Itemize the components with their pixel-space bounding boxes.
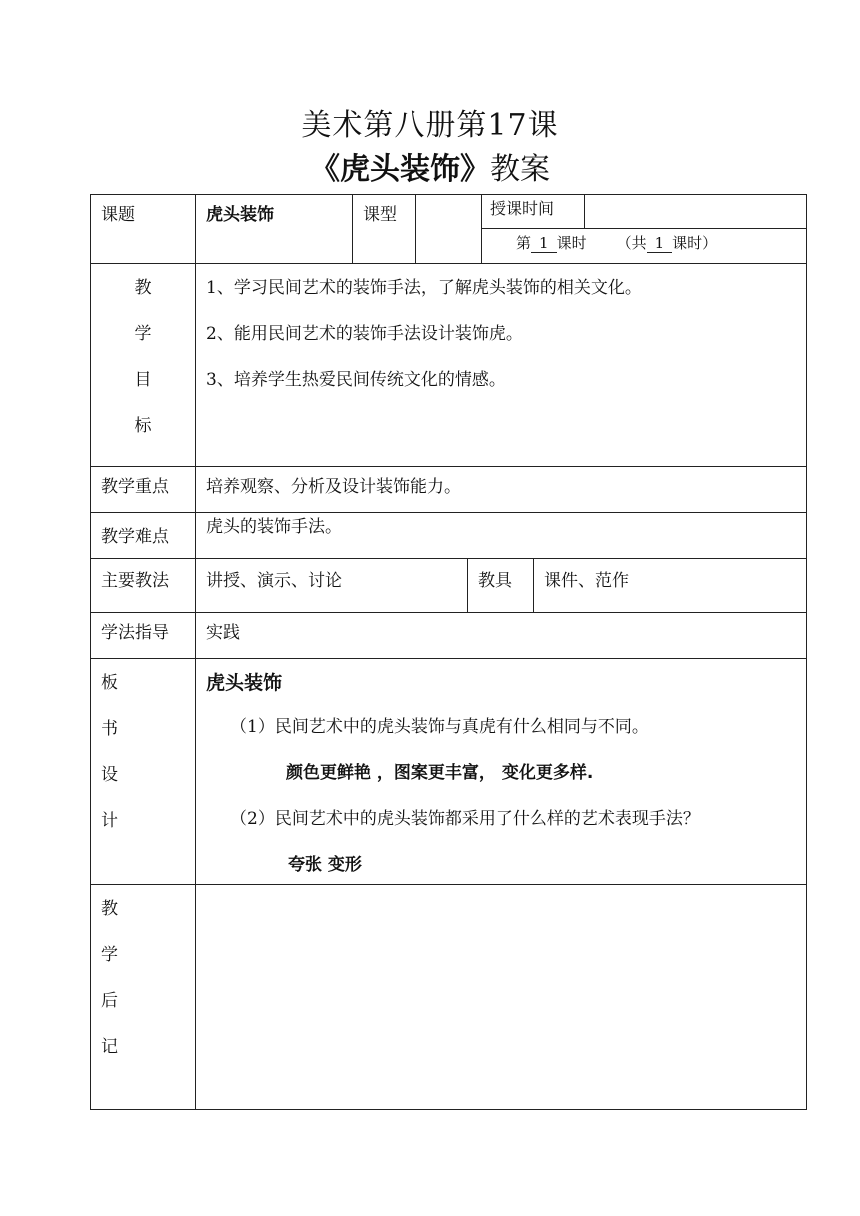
objectives-label-char: 教 [134, 278, 152, 298]
board-label-char: 板 [101, 673, 118, 693]
postscript-label-char: 教 [101, 899, 118, 919]
difficulty-cell [195, 512, 807, 559]
difficulty-value: 虎头的装饰手法。 [206, 517, 342, 537]
period-number: 1 [531, 234, 557, 253]
type-label-cell [352, 194, 416, 264]
total-prefix: （共 [616, 234, 647, 252]
board-question-1: （1）民间艺术中的虎头装饰与真虎有什么相同与不同。 [230, 717, 649, 737]
objective-item: 3、培养学生热爱民间传统文化的情感。 [206, 370, 506, 390]
study-guide-label: 学法指导 [101, 623, 169, 643]
study-guide-cell [195, 612, 807, 659]
objective-item: 2、能用民间艺术的装饰手法设计装饰虎。 [206, 324, 523, 344]
objectives-cell [195, 263, 807, 467]
methods-label-cell [90, 558, 196, 613]
objectives-label-char: 标 [134, 416, 152, 436]
key-point-label: 教学重点 [101, 477, 169, 497]
difficulty-label: 教学难点 [101, 527, 169, 547]
topic-value-cell [195, 194, 353, 264]
period-prefix: 第 [516, 234, 532, 252]
board-answer-1: 颜色更鲜艳 ，图案更丰富， 变化更多样. [286, 763, 594, 783]
board-cell [195, 658, 807, 885]
tools-label-cell [467, 558, 534, 613]
topic-label-cell [90, 194, 196, 264]
tools-label: 教具 [478, 571, 512, 591]
time-label: 授课时间 [490, 199, 555, 218]
lesson-name: 《虎头装饰》 [310, 152, 490, 187]
board-heading: 虎头装饰 [206, 672, 283, 694]
document-title-line1: 美术第八册第17课 [301, 108, 559, 143]
total-number: 1 [647, 234, 673, 253]
board-question-2: （2）民间艺术中的虎头装饰都采用了什么样的艺术表现手法？ [230, 809, 700, 829]
postscript-cell [195, 884, 807, 1110]
document-title-line2 [0, 150, 860, 190]
postscript-label-cell [90, 884, 196, 1110]
objectives-label-char: 目 [134, 370, 152, 390]
type-label: 课型 [363, 205, 397, 225]
postscript-label-char: 学 [101, 945, 118, 965]
methods-label: 主要教法 [101, 571, 169, 591]
period-cell [481, 228, 807, 264]
topic-label: 课题 [101, 205, 135, 225]
time-label-cell [481, 194, 585, 229]
postscript-label-char: 后 [101, 991, 118, 1011]
key-point-label-cell [90, 466, 196, 513]
difficulty-label-cell [90, 512, 196, 559]
key-point-cell [195, 466, 807, 513]
objectives-label-cell [90, 263, 196, 467]
objectives-label-char: 学 [134, 324, 152, 344]
study-guide-label-cell [90, 612, 196, 659]
key-point-value: 培养观察、分析及设计装饰能力。 [206, 477, 461, 497]
title-suffix: 教案 [490, 152, 550, 187]
type-value-cell [415, 194, 482, 264]
board-answer-2: 夸张 变形 [288, 855, 362, 875]
board-label-char: 设 [101, 765, 118, 785]
study-guide-value: 实践 [206, 623, 240, 643]
methods-value: 讲授、演示、讨论 [206, 571, 342, 591]
total-suffix: 课时） [672, 234, 718, 252]
time-value-cell [584, 194, 807, 229]
tools-value: 课件、范作 [544, 571, 629, 591]
period-suffix: 课时 [556, 234, 587, 252]
objective-item: 1、学习民间艺术的装饰手法，了解虎头装饰的相关文化。 [206, 278, 642, 298]
board-label-cell [90, 658, 196, 885]
tools-cell [533, 558, 807, 613]
methods-cell [195, 558, 468, 613]
topic-value: 虎头装饰 [206, 205, 274, 225]
board-label-char: 计 [101, 811, 118, 831]
postscript-label-char: 记 [101, 1037, 118, 1057]
board-label-char: 书 [101, 719, 118, 739]
